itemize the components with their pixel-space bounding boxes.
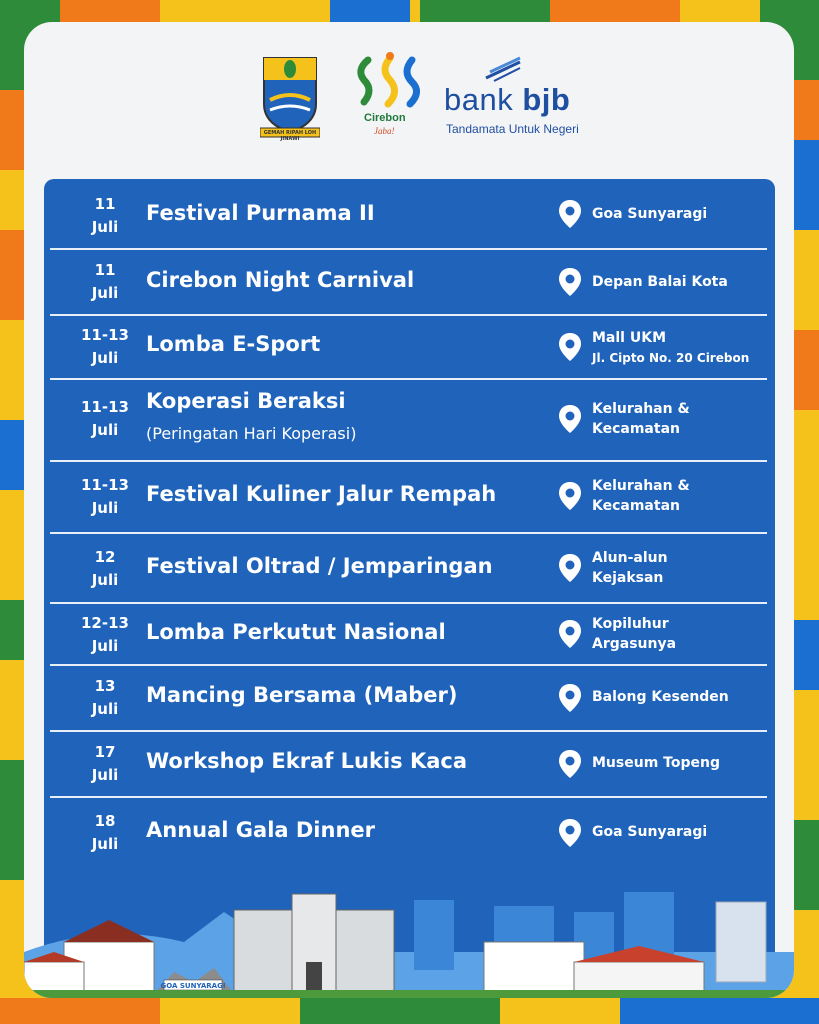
event-title: Annual Gala Dinner xyxy=(146,818,376,842)
event-location: Balong Kesenden xyxy=(592,689,729,705)
location-pin-icon xyxy=(558,818,582,848)
event-location: Depan Balai Kota xyxy=(592,274,728,290)
event-location: Museum Topeng xyxy=(592,755,720,771)
bank-tagline: Tandamata Untuk Negeri xyxy=(446,122,579,136)
cirebon-logo-sub: Jaba! xyxy=(374,126,395,136)
border-block xyxy=(60,0,160,22)
event-row xyxy=(44,179,775,249)
event-title: Workshop Ekraf Lukis Kaca xyxy=(146,749,468,773)
border-block xyxy=(550,0,680,22)
bank-name-light: bank xyxy=(444,82,514,117)
border-block xyxy=(794,820,819,910)
border-block xyxy=(300,998,500,1024)
event-date: 13 Juli xyxy=(91,677,119,718)
event-title: Festival Kuliner Jalur Rempah xyxy=(146,482,497,506)
border-block xyxy=(794,620,819,690)
location-pin-icon xyxy=(558,683,582,713)
border-block xyxy=(794,330,819,410)
location-pin-icon xyxy=(558,749,582,779)
city-crest-logo xyxy=(260,54,320,138)
border-block xyxy=(0,998,160,1024)
location-pin-icon xyxy=(558,332,582,362)
bjb-stripes-icon xyxy=(484,56,522,82)
event-title: Festival Oltrad / Jemparingan xyxy=(146,554,493,578)
event-date: 11 Juli xyxy=(91,261,119,302)
cirebon-mark-icon xyxy=(350,50,428,112)
border-block xyxy=(620,998,819,1024)
location-pin-icon xyxy=(558,481,582,511)
event-title: Lomba E-Sport xyxy=(146,332,321,356)
goa-sunyaragi-sign: GOA SUNYARAGI xyxy=(160,982,226,990)
event-date: 18 Juli xyxy=(91,812,119,853)
event-row xyxy=(44,380,775,460)
event-title: Festival Purnama II xyxy=(146,201,375,225)
event-title: Mancing Bersama (Maber) xyxy=(146,683,458,707)
location-pin-icon xyxy=(558,404,582,434)
event-date: 17 Juli xyxy=(91,743,119,784)
border-block xyxy=(794,80,819,140)
event-date: 11 Juli xyxy=(91,195,119,236)
event-location: Kopiluhur Argasunya xyxy=(592,616,677,652)
event-date: 11-13 Juli xyxy=(81,398,129,439)
location-pin-icon xyxy=(558,619,582,649)
event-row xyxy=(44,316,775,378)
event-row xyxy=(44,732,775,796)
event-subtitle: (Peringatan Hari Koperasi) xyxy=(146,424,357,443)
border-block xyxy=(0,600,24,660)
border-block xyxy=(330,0,410,22)
content-card xyxy=(24,22,794,998)
bank-name xyxy=(444,82,570,118)
event-title: Cirebon Night Carnival xyxy=(146,268,415,292)
event-row xyxy=(44,462,775,532)
event-row xyxy=(44,604,775,664)
bank-name-bold: bjb xyxy=(522,82,571,117)
logo-header xyxy=(24,22,794,182)
event-location: Kelurahan & Kecamatan xyxy=(592,478,690,514)
event-row xyxy=(44,534,775,602)
event-date: 11-13 Juli xyxy=(81,326,129,367)
event-schedule-panel xyxy=(44,179,775,979)
border-block xyxy=(420,0,550,22)
border-block xyxy=(0,760,24,880)
event-row xyxy=(44,666,775,730)
event-location: Alun-alun Kejaksan xyxy=(592,550,668,586)
city-skyline-illustration xyxy=(24,882,794,998)
event-location: Mall UKM Jl. Cipto No. 20 Cirebon xyxy=(592,330,750,365)
event-location: Goa Sunyaragi xyxy=(592,824,708,840)
event-location: Kelurahan & Kecamatan xyxy=(592,401,690,437)
event-row xyxy=(44,798,775,868)
event-title: Lomba Perkutut Nasional xyxy=(146,620,446,644)
bank-bjb-logo xyxy=(444,56,584,146)
event-location: Goa Sunyaragi xyxy=(592,206,708,222)
location-pin-icon xyxy=(558,267,582,297)
border-block xyxy=(794,140,819,230)
event-date: 12-13 Juli xyxy=(81,614,129,655)
event-date: 12 Juli xyxy=(91,548,119,589)
event-row xyxy=(44,250,775,314)
border-block xyxy=(0,230,24,320)
crest-motto: GEMAH RIPAH LOH JINAWI xyxy=(263,130,317,142)
cirebon-jaba-logo xyxy=(350,50,428,146)
event-date: 11-13 Juli xyxy=(81,476,129,517)
location-pin-icon xyxy=(558,553,582,583)
location-pin-icon xyxy=(558,199,582,229)
cirebon-logo-word: Cirebon xyxy=(364,112,406,124)
border-block xyxy=(0,420,24,490)
event-title: Koperasi Beraksi xyxy=(146,389,346,413)
